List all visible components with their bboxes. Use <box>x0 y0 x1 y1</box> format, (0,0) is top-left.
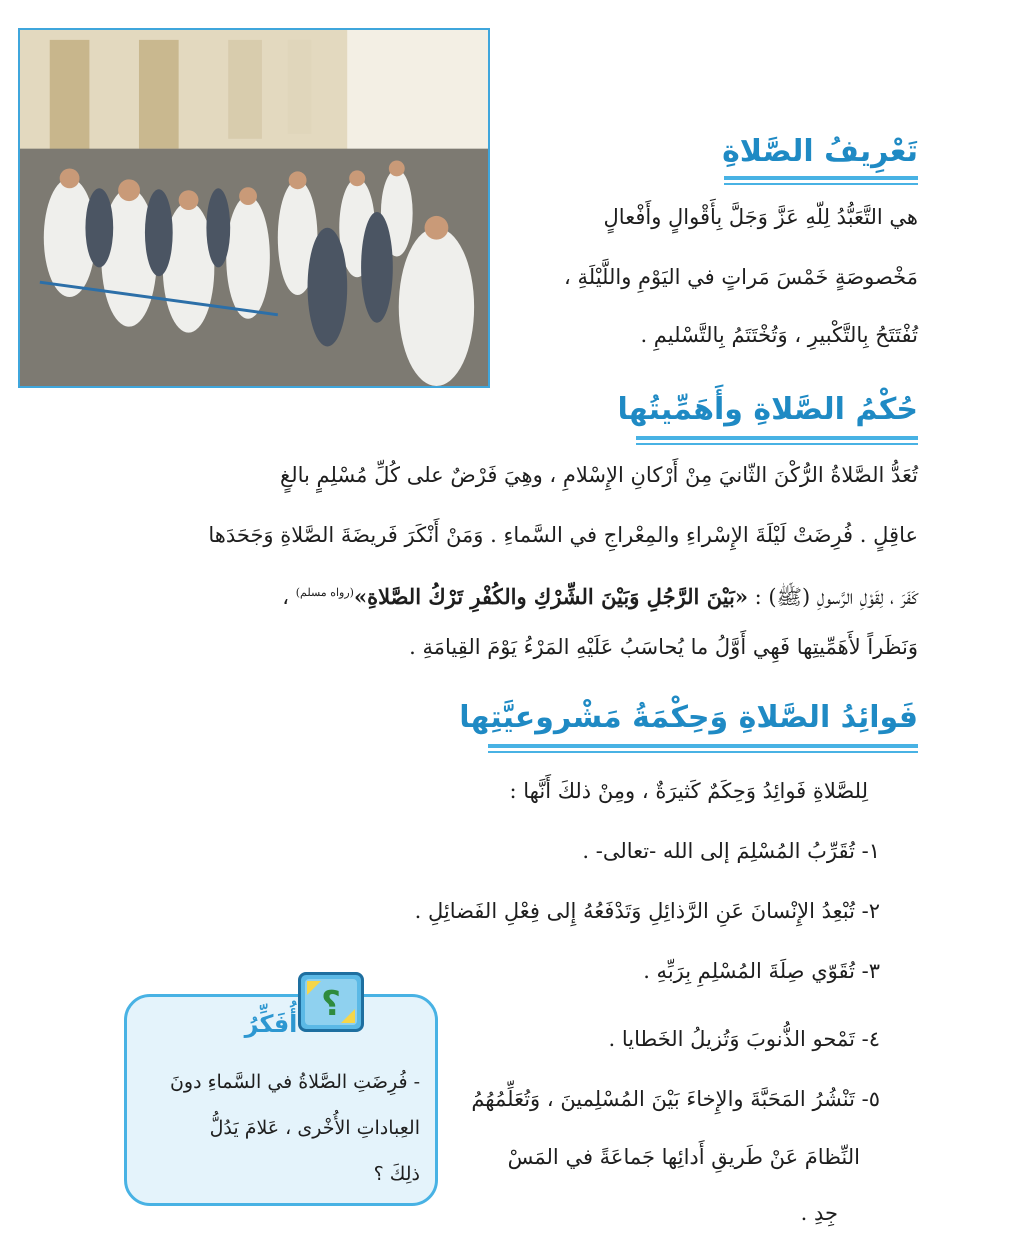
benefit-item-1: ١- تُقَرِّبُ المُسْلِمَ إلى الله -تعالى- . <box>582 839 880 863</box>
hadith-quote: «بَيْنَ الرَّجُلِ وَبَيْنَ الشِّرْكِ والكُفْرِ تَرْكُ الصَّلاةِ» <box>353 584 748 609</box>
benefit-item-4: ٤- تَمْحو الذُّنوبَ وَتُزيلُ الخَطايا . <box>608 1027 880 1051</box>
think-line-1: - فُرِضَتِ الصَّلاةُ في السَّماءِ دونَ <box>169 1071 420 1093</box>
section2-heading: حُكْمُ الصَّلاةِ وأَهَمِّيتُها <box>617 392 918 427</box>
think-line-2: العِباداتِ الأُخْرى ، عَلامَ يَدُلُّ <box>209 1117 420 1139</box>
section2-rule <box>636 436 918 440</box>
section1-line-2: مَخْصوصَةٍ خَمْسَ مَراتٍ في اليَوْمِ واللَّيْلَةِ ، <box>564 265 918 289</box>
section2-line-1: تُعَدُّ الصَّلاةُ الرُّكْنَ الثّانيَ مِنْ أَرْكانِ الإِسْلامِ ، وهِيَ فَرْضٌ على كُلِّ مُسْلِمٍ بالغٍ <box>280 463 918 487</box>
benefit-item-5-cont: النِّظامَ عَنْ طَريقِ أَدائِها جَماعَةً في المَسْ <box>507 1145 860 1169</box>
benefit-item-5-end: جِدِ . <box>800 1201 838 1225</box>
benefit-item-5: ٥- تَنْشُرُ المَحَبَّةَ والإِخاءَ بَيْنَ المُسْلِمينَ ، وَتُعَلِّمُهُمُ <box>471 1087 880 1111</box>
section2-line-3-end: ، <box>282 585 296 609</box>
section2-line-3-text: كَفَرَ ، لِقَوْلِ الرَّسولِ (ﷺ) : <box>748 585 918 609</box>
benefit-item-3: ٣- تُقَوّي صِلَةَ المُسْلِمِ بِرَبِّهِ . <box>643 959 880 983</box>
think-question-icon <box>298 972 364 1032</box>
think-title: أُفَكِّرُ <box>244 1010 298 1038</box>
section3-intro: لِلصَّلاةِ فَوائِدُ وَحِكَمٌ كَثيرَةٌ ، ومِنْ ذلكَ أَنَّها : <box>509 779 868 803</box>
think-line-3: ذلِكَ ؟ <box>373 1163 420 1185</box>
section2-line-3 <box>282 576 918 614</box>
hadith-reference: (رواه مسلم) <box>295 586 354 599</box>
section3-heading: فَوائِدُ الصَّلاةِ وَحِكْمَةُ مَشْروعيَّتِها <box>459 700 918 735</box>
section3-rule <box>488 744 918 748</box>
section2-line-2: عاقِلٍ . فُرِضَتْ لَيْلَةَ الإِسْراءِ والمِعْراجِ في السَّماءِ . وَمَنْ أَنْكَرَ فَريضَةَ الصَّلاةِ وَجَحَدَها <box>208 523 918 547</box>
section1-heading: تَعْرِيفُ الصَّلاةِ <box>722 134 918 169</box>
section1-line-1: هي التَّعَبُّدُ لِلّهِ عَزَّ وَجَلَّ بِأَقْوالٍ وأَفْعالٍ <box>603 205 918 229</box>
section1-line-3: تُفْتَتَحُ بِالتَّكْبيرِ ، وَتُخْتَتَمُ بِالتَّسْليمِ . <box>640 323 918 347</box>
svg-text:؟: ؟ <box>321 984 341 1024</box>
section1-rule <box>724 176 918 180</box>
benefit-item-2: ٢- تُبْعِدُ الإِنْسانَ عَنِ الرَّذائِلِ وَتَدْفَعُهُ إِلى فِعْلِ الفَضائِلِ . <box>414 899 880 923</box>
prayer-photo <box>18 28 490 388</box>
section2-line-4: وَنَظَراً لأَهَمِّيتِها فَهِي أَوَّلُ ما يُحاسَبُ عَلَيْهِ المَرْءُ يَوْمَ القِيامَةِ . <box>409 635 918 659</box>
